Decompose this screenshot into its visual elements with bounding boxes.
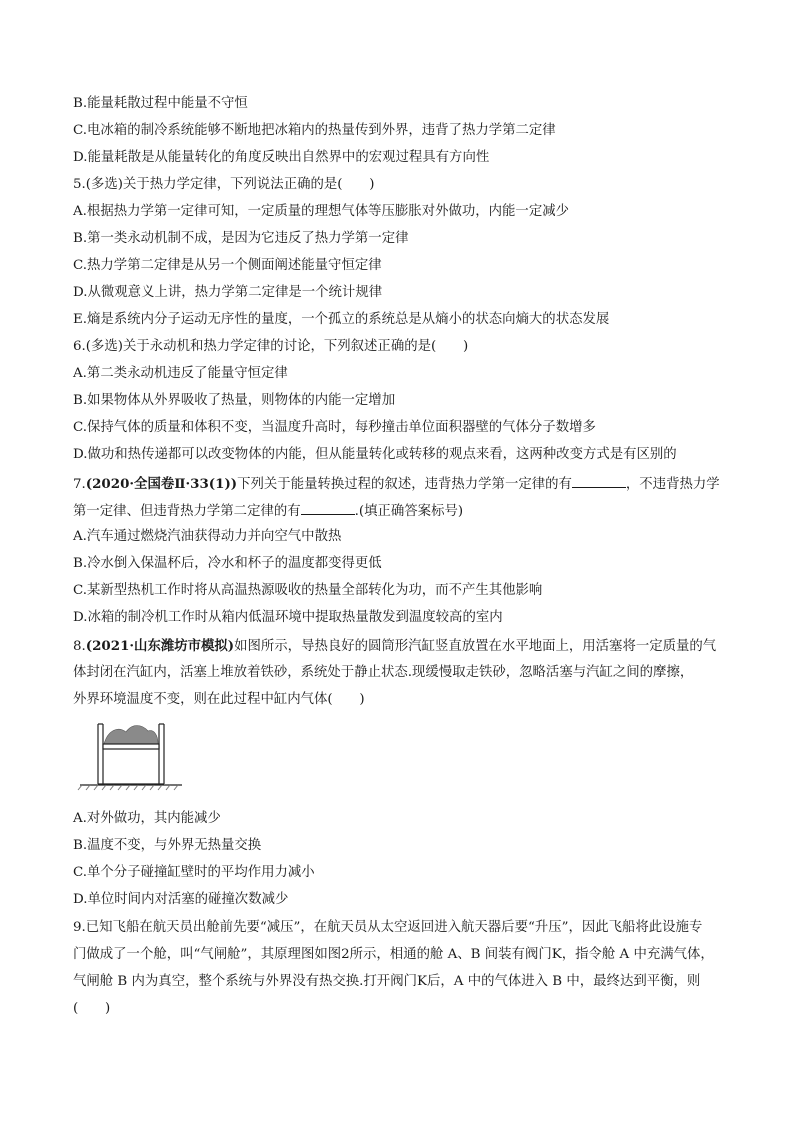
question-source: (2021·山东潍坊市模拟) [85, 638, 235, 654]
option-b: B.冷水倒入保温杯后，冷水和杯子的温度都变得更低 [73, 556, 382, 571]
text-line: B.第一类永动机制不成，是因为它违反了热力学第一定律 [73, 231, 409, 246]
text-line: C.热力学第二定律是从另一个侧面阐述能量守恒定律 [73, 258, 382, 273]
question-text: 下列关于能量转换过程的叙述，违背热力学第一定律的有 [237, 477, 572, 492]
question-number: 7. [73, 477, 86, 492]
option-b: B.温度不变，与外界无热量交换 [73, 838, 262, 853]
text-line: E.熵是系统内分子运动无序性的量度，一个孤立的系统总是从熵小的状态向熵大的状态发展 [73, 312, 610, 327]
question-text: .(填正确答案标号) [354, 504, 464, 519]
question-8-stem-line3: 外界环境温度不变，则在此过程中缸内气体( ) [73, 692, 365, 707]
option-c: C.单个分子碰撞缸壁时的平均作用力减小 [73, 865, 315, 880]
question-9-stem-line4: ( ) [73, 1001, 111, 1016]
question-8-stem-line2: 体封闭在汽缸内，活塞上堆放着铁砂，系统处于静止状态.现缓慢取走铁砂，忽略活塞与汽缸之间的摩擦， [73, 665, 694, 680]
text-line: D.从微观意义上讲，热力学第二定律是一个统计规律 [73, 285, 383, 300]
question-text: 第一定律、但违背热力学第二定律的有 [73, 504, 301, 519]
question-source: (2020·全国卷Ⅱ·33(1)) [85, 476, 238, 492]
cylinder-diagram [76, 718, 186, 794]
text-line: C.电冰箱的制冷系统能够不断地把冰箱内的热量传到外界，违背了热力学第二定律 [73, 123, 556, 138]
text-line: B.能量耗散过程中能量不守恒 [73, 96, 248, 111]
answer-blank [301, 501, 355, 515]
question-7-stem-line2 [73, 501, 733, 521]
question-9-stem: 9.已知飞船在航天员出舱前先要“减压”，在航天员从太空返回进入航天器后要“升压”，因此飞船将此设施专 [73, 920, 703, 935]
option-c: C.某新型热机工作时将从高温热源吸收的热量全部转化为功，而不产生其他影响 [73, 583, 543, 598]
question-text: 如图所示，导热良好的圆筒形汽缸竖直放置在水平地面上，用活塞将一定质量的气 [234, 639, 717, 654]
text-line: A.根据热力学第一定律可知，一定质量的理想气体等压膨胀对外做功，内能一定减少 [73, 204, 569, 219]
option-d: D.冰箱的制冷机工作时从箱内低温环境中提取热量散发到温度较高的室内 [73, 610, 503, 625]
question-number: 8. [73, 639, 86, 654]
option-a: A.汽车通过燃烧汽油获得动力并向空气中散热 [73, 529, 342, 544]
question-9-stem-line2: 门做成了一个舱，叫“气闸舱”，其原理图如图2所示，相通的舱 A、B 间装有阀门K，指令舱 A 中充满气体， [73, 947, 714, 962]
option-a: A.对外做功，其内能减少 [73, 811, 221, 826]
ground-hatching [78, 785, 182, 790]
option-d: D.单位时间内对活塞的碰撞次数减少 [73, 892, 289, 907]
text-line: D.能量耗散是从能量转化的角度反映出自然界中的宏观过程具有方向性 [73, 150, 490, 165]
text-line: A.第二类永动机违反了能量守恒定律 [73, 366, 288, 381]
question-5-stem: 5.(多选)关于热力学定律，下列说法正确的是( ) [73, 177, 375, 192]
text-line: D.做功和热传递都可以改变物体的内能，但从能量转化或转移的观点来看，这两种改变方式是有区别的 [73, 447, 677, 462]
iron-sand-pile [104, 726, 158, 745]
question-7-stem [73, 474, 733, 494]
question-9-stem-line3: 气闸舱 B 内为真空，整个系统与外界没有热交换.打开阀门K后，A 中的气体进入 B 中，最终达到平衡，则 [73, 974, 701, 989]
answer-blank [572, 474, 626, 488]
text-line: C.保持气体的质量和体积不变，当温度升高时，每秒撞击单位面积器壁的气体分子数增多 [73, 420, 596, 435]
text-line: B.如果物体从外界吸收了热量，则物体的内能一定增加 [73, 393, 396, 408]
question-6-stem: 6.(多选)关于永动机和热力学定律的讨论，下列叙述正确的是( ) [73, 339, 469, 354]
question-text: ，不违背热力学 [625, 477, 720, 492]
piston [103, 744, 159, 749]
question-8-stem [73, 637, 733, 656]
